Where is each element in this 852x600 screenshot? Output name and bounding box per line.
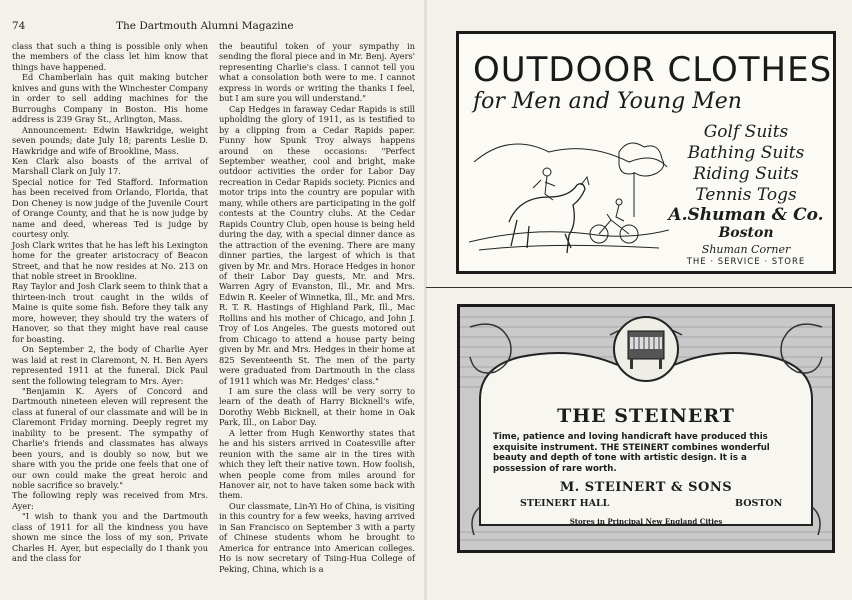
shop-corner: Shuman Corner	[701, 243, 791, 256]
firm-city: BOSTON	[735, 498, 783, 509]
paragraph: Ed Chamberlain has quit making butcher knives and guns with the Winchester Company in order to sell adding machines for the Burroughs Company in Boston. His home address is 239 Gray St., Arlington, Mass.	[12, 72, 208, 125]
firm-hall: STEINERT HALL	[520, 498, 610, 509]
clothing-list	[671, 122, 821, 206]
shop-name: A.Shuman & Co.	[668, 205, 824, 225]
riders-illustration	[469, 122, 669, 262]
clothing-item: Riding Suits	[693, 164, 799, 184]
shop-tagline: THE · SERVICE · STORE	[686, 257, 806, 267]
paragraph: class that such a thing is possible only when the members of the class let him know that things have happened.	[12, 41, 208, 72]
paragraph: Cap Hedges in faraway Cedar Rapids is still upholding the glory of 1911, as is testified to by a clipping from a Cedar Rapids paper. Funny how Spunk Troy always happens around on these occasions: "Perfect September weather, cool and bright, make outdoor activities the order for Labor Day recreation in Cedar Rapids society. Picnics and motor trips into the country are popular with many, while others are participating in the golf contests at the Country clubs. At the Cedar Rapids Country Club, open house is being held during the day, with a special dinner dance as the attraction of the evening. There are many dinner parties, the largest of which is that given by Mr. and Mrs. Horace Hedges in honor of their Labor Day guests, Mr. and Mrs. Warren Agry of Evanston, Ill., Mr. and Mrs. Edwin R. Keeler of Winnetka, Ill., Mr. and Mrs. R. T. R. Hastings of Highland Park, Ill., Mac Rollins and his mother of Chicago, and John J. Troy of Los Angeles. The guests motored out from Chicago to attend a house party being given by Mr. and Mrs. Hedges in their home at 825 Seventeenth St. The men of the party were graduated from Dartmouth in the class of 1911 which was Mr. Hedges' class."	[219, 103, 415, 386]
paragraph: On September 2, the body of Charlie Ayer was laid at rest in Claremont, N. H. Ben Ayers represented 1911 at the funeral. Dick Paul sent the following telegram to Mrs. Ayer:	[12, 344, 208, 386]
paragraph: the beautiful token of your sympathy in sending the floral piece and in Mr. Benj. Ayers' representing Charlie's class. I cannot tell you what a consolation both were to me. I cannot express in words or writing the thanks I feel, but I am sure you will understand."	[219, 41, 415, 104]
clothing-item: Tennis Togs	[695, 185, 797, 205]
magazine-title: The Dartmouth Alumni Magazine	[116, 20, 294, 32]
paragraph: Special notice for Ted Stafford. Information has been received from Orlando, Florida, that Don Cheney is now judge of the Juvenile Court of Orange County, and that he is now judge by name and deed, whereas Ted is judge by courtesy only.	[12, 176, 208, 240]
steinert-piano-ad	[457, 304, 835, 553]
running-header	[12, 20, 412, 36]
paragraph: Josh Clark writes that he has left his Lexington home for the greater aristocracy of Beacon Street, and that he now resides at No. 213 on that noble street in Brookline.	[12, 239, 208, 281]
ad-title: THE STEINERT	[557, 405, 735, 427]
firm-name: M. STEINERT & SONS	[559, 480, 733, 495]
stores-note: Stores in Principal New England Cities	[569, 517, 723, 526]
paragraph: Ray Taylor and Josh Clark seem to think that a thirteen-inch trout caught in the wilds of Maine is quite some fish. Before they talk any more, however, they should try the waters of Hanover, so that they might have real cause for boasting.	[12, 281, 208, 344]
paragraph: Ken Clark also boasts of the arrival of Marshall Clark on July 17.	[12, 155, 208, 177]
shop-signature	[659, 206, 833, 267]
section-divider	[426, 287, 852, 288]
right-page	[426, 0, 852, 600]
clothing-item: Bathing Suits	[687, 143, 805, 163]
text-column-1	[12, 41, 208, 564]
paragraph: I am sure the class will be very sorry to learn of the death of Harry Bicknell's wife, Dorothy Webb Bicknell, at their home in Oak Park, Ill., on Labor Day.	[219, 385, 415, 428]
outdoor-clothes-ad	[456, 31, 836, 274]
paragraph: Our classmate, Lin-Yi Ho of China, is visiting in this country for a few weeks, having arrived in San Francisco on September 3 with a party of Chinese students whom he brought to America for entrance into American colleges. Ho is now secretary of Tsing-Hua College of Peking, China, which is a	[219, 500, 415, 574]
ad-headline: OUTDOOR CLOTHES	[473, 50, 833, 90]
paragraph: A letter from Hugh Kenworthy states that he and his sisters arrived in Coatesville after reunion with the same air in the tires with which they left their native town. How foolish, when people come from miles around for Hanover air, not to have taken some back with them.	[219, 427, 415, 501]
ad-subheadline: for Men and Young Men	[473, 89, 742, 114]
ornamental-frame	[460, 307, 832, 550]
text-column-2	[219, 41, 415, 574]
shop-city: Boston	[718, 225, 774, 241]
paragraph: Announcement: Edwin Hawkridge, weight seven pounds; date July 18; parents Leslie D. Hawkridge and wife of Brookline, Mass.	[12, 124, 208, 156]
paragraph: The following reply was received from Mrs. Ayer:	[12, 490, 208, 511]
page-number: 74	[12, 20, 26, 32]
clothing-item: Golf Suits	[703, 122, 789, 142]
ad-body: Time, patience and loving handicraft have produced this exquisite instrument. THE STEINERT combines wonderful beauty and depth of tone with artistic design. It is a possession of rare worth.	[493, 432, 770, 474]
paragraph: "I wish to thank you and the Dartmouth class of 1911 for all the kindness you have shown me since the loss of my son, Private Charles H. Ayer, but especially do I thank you and the class for	[12, 511, 208, 564]
paragraph: "Benjamin K. Ayers of Concord and Dartmouth nineteen eleven will represent the class at funeral of our classmate and will be in Claremont Friday morning. Deeply regret my inability to be present. The sympathy of Charlie's friends and classmates has always been yours, and is doubly so now, but we share with you the pride one feels that one of our own could make the great heroic and noble sacrifice so bravely."	[12, 385, 208, 491]
